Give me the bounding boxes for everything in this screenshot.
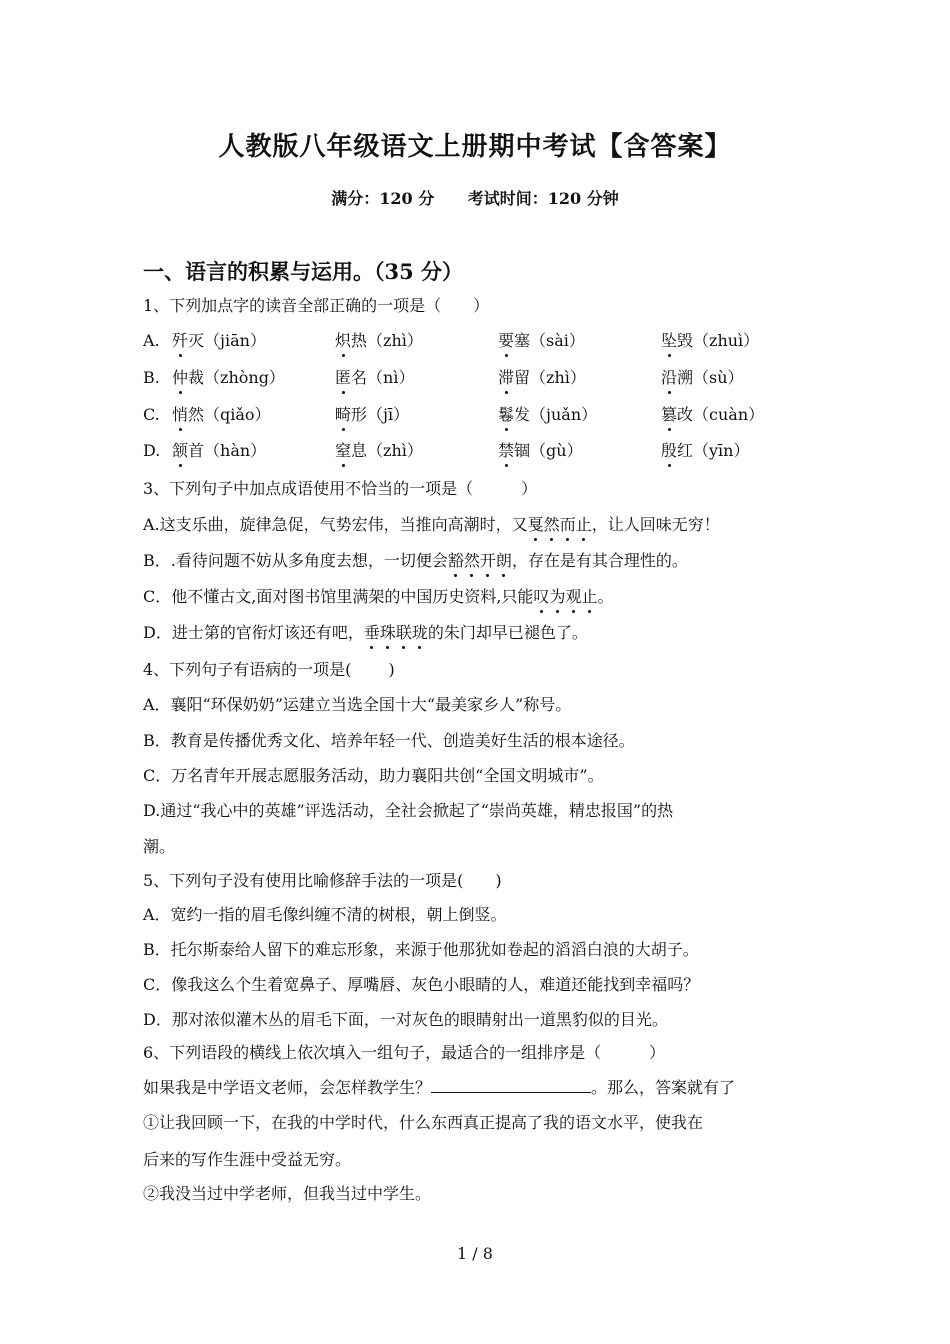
- q4-option-b: B．教育是传播优秀文化、培养年轻一代、创造美好生活的根本途径。: [143, 731, 635, 750]
- q6-sentence-1: ①让我回顾一下，在我的中学时代，什么东西真正提高了我的语文水平，使我在: [143, 1113, 704, 1132]
- q4-option-d-cont: 潮。: [143, 837, 176, 856]
- q3-option-c: C．他不懂古文,面对图书馆里满架的中国历史资料,只能叹为观止。: [143, 587, 614, 606]
- q1-option-item: 滞留（zhì）: [498, 368, 586, 387]
- exam-time: 考试时间：120 分钟: [467, 189, 619, 208]
- q3-option-d: D．进士第的官衔灯该还有吧，垂珠联珑的朱门却早已褪色了。: [143, 623, 588, 642]
- q6-passage: 如果我是中学语文老师，会怎样教学生？ 。那么，答案就有了: [143, 1078, 736, 1097]
- q1-option-item: 坠毁（zhuì）: [661, 331, 760, 350]
- q6-sentence-2: ②我没当过中学老师，但我当过中学生。: [143, 1184, 432, 1203]
- page-number: 1 / 8: [457, 1244, 493, 1263]
- q3-stem: 3、下列句子中加点成语使用不恰当的一项是（ ）: [143, 479, 538, 498]
- q5-stem: 5、下列句子没有使用比喻修辞手法的一项是( ): [143, 871, 502, 890]
- full-score: 满分：120 分: [331, 189, 435, 208]
- q1-option-item: 颔首（hàn）: [172, 441, 267, 460]
- section-heading: 一、语言的积累与运用。（35 分）: [143, 259, 464, 284]
- q5-option-b: B．托尔斯泰给人留下的难忘形象，来源于他那犹如卷起的滔滔白浪的大胡子。: [143, 940, 699, 959]
- q1-option-item: 鬈发（juǎn）: [498, 405, 598, 424]
- q5-option-c: C．像我这么个生着宽鼻子、厚嘴唇、灰色小眼睛的人，难道还能找到幸福吗？: [143, 975, 700, 994]
- q1-option-label: D.: [143, 441, 161, 460]
- q3-d-idiom: 垂珠联珑: [363, 623, 428, 642]
- q4-option-a: A．襄阳“环保奶奶”运建立当选全国十大“最美家乡人”称号。: [143, 695, 572, 714]
- q1-option-item: 炽热（zhì）: [335, 331, 423, 350]
- q5-option-a: A．宽约一指的眉毛像纠缠不清的树根，朝上倒竖。: [143, 905, 507, 924]
- q1-stem: 1、下列加点字的读音全部正确的一项是（ ）: [143, 296, 490, 315]
- q5-option-d: D．那对浓似灌木丛的眉毛下面，一对灰色的眼睛射出一道黑豹似的目光。: [143, 1010, 668, 1029]
- q1-option-item: 匿名（nì）: [335, 368, 415, 387]
- exam-info: [0, 186, 950, 209]
- q6-sentence-1-cont: 后来的写作生涯中受益无穷。: [143, 1150, 352, 1169]
- q4-option-c: C．万名青年开展志愿服务活动，助力襄阳共创“全国文明城市”。: [143, 766, 604, 785]
- q1-option-item: 禁锢（gù）: [498, 441, 583, 460]
- q3-option-a: A.这支乐曲，旋律急促，气势宏伟，当推向高潮时，又戛然而止，让人回味无穷！: [143, 515, 720, 534]
- q3-c-idiom: 叹为观止: [533, 587, 598, 606]
- q1-option-item: 仲裁（zhòng）: [172, 368, 285, 387]
- q1-option-label: C.: [143, 405, 160, 424]
- q1-option-item: 殷红（yīn）: [661, 441, 750, 460]
- q1-option-item: 要塞（sài）: [498, 331, 585, 350]
- q1-option-item: 悄然（qiǎo）: [172, 405, 271, 424]
- q1-option-item: 沿溯（sù）: [661, 368, 744, 387]
- q3-option-b: B．.看待问题不妨从多角度去想，一切便会豁然开朗，存在是有其合理性的。: [143, 551, 688, 570]
- q1-option-label: B.: [143, 368, 160, 387]
- page-title: 人教版八年级语文上册期中考试【含答案】: [218, 132, 732, 162]
- q4-stem: 4、下列句子有语病的一项是( ): [143, 660, 395, 679]
- q1-option-item: 窒息（zhì）: [335, 441, 423, 460]
- q3-b-idiom: 豁然开朗: [447, 551, 512, 570]
- q1-option-item: 篡改（cuàn）: [661, 405, 765, 424]
- q1-option-item: 歼灭（jiān）: [172, 331, 266, 350]
- q1-option-item: 畸形（jī）: [335, 405, 410, 424]
- answer-blank[interactable]: [431, 1078, 591, 1093]
- q1-option-label: A.: [143, 331, 160, 350]
- q6-stem: 6、下列语段的横线上依次填入一组句子，最适合的一组排序是（ ）: [143, 1043, 666, 1062]
- q4-option-d: D.通过“我心中的英雄”评选活动，全社会掀起了“崇尚英雄，精忠报国”的热: [143, 801, 674, 820]
- q3-a-idiom: 戛然而止: [527, 515, 592, 534]
